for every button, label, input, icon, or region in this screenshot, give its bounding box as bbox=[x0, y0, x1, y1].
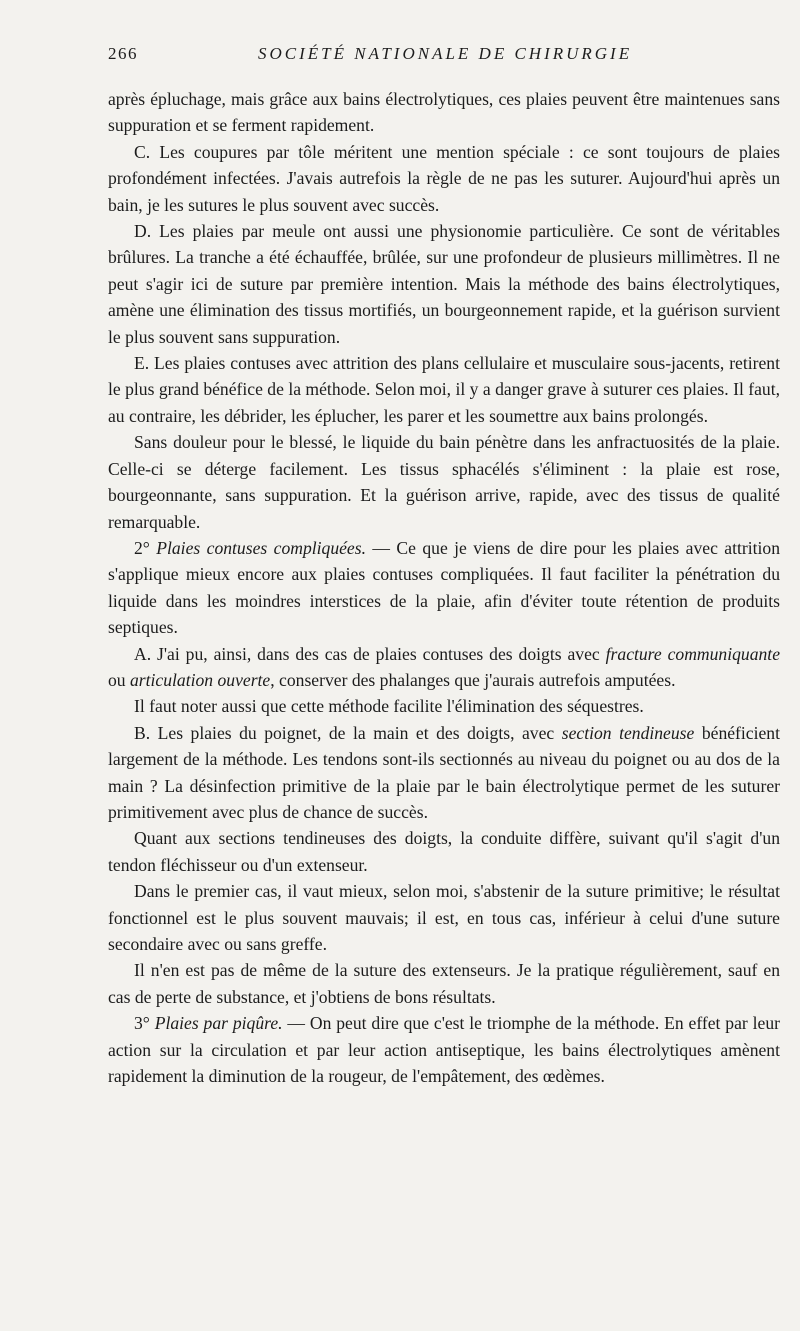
paragraph-text: bénéficient largement de la méthode. Les tendons sont-ils sectionnés au niveau du poignet ou au dos de la main ? La désinfection primitive de la plaie par le bain électrolytique permet de les suturer primitivement avec plus de chance de succès. bbox=[108, 722, 780, 822]
italic-term: section tendineuse bbox=[561, 722, 695, 743]
page-body bbox=[108, 86, 780, 1089]
paragraph-c-coupures: C. Les coupures par tôle méritent une mention spéciale : ce sont toujours de plaies profondément infectées. J'avais autrefois la règle de ne pas les suturer. Aujourd'hui après un bain, je les sutures le plus souvent avec succès. bbox=[108, 141, 780, 215]
section-number: 3° bbox=[134, 1013, 155, 1034]
page-number: 266 bbox=[108, 44, 138, 63]
paragraph-a-doigts bbox=[108, 641, 780, 694]
italic-term: articulation ouverte bbox=[130, 669, 271, 690]
paragraph-continuation: après épluchage, mais grâce aux bains électrolytiques, ces plaies peuvent être maintenues sans suppuration et se ferment rapidement. bbox=[108, 89, 780, 136]
section-heading: Plaies contuses compliquées. bbox=[156, 537, 366, 558]
paragraph-e-contuses: E. Les plaies contuses avec attrition des plans cellulaire et musculaire sous-jacents, retirent le plus grand bénéfice de la méthode. Selon moi, il y a danger grave à suturer ces plaies. Il faut, au contraire, les débrider, les éplucher, les parer et les soumettre aux bains prolongés. bbox=[108, 353, 780, 426]
italic-term: fracture communiquante bbox=[605, 643, 781, 664]
paragraph-2-compliquees bbox=[108, 535, 780, 641]
paragraph-sans-douleur: Sans douleur pour le blessé, le liquide du bain pénètre dans les anfractuosités de la plaie. Celle-ci se déterge facilement. Les tissus sphacélés s'éliminent : la plaie est rose, bourgeonnante, sans suppuration. Et la guérison arrive, rapide, avec des tissus de qualité remarquable. bbox=[108, 432, 780, 532]
paragraph-b-poignet bbox=[108, 720, 780, 826]
paragraph-text: , conserver des phalanges que j'aurais autrefois amputées. bbox=[270, 669, 676, 690]
paragraph-d-meule: D. Les plaies par meule ont aussi une physionomie particulière. Ce sont de véritables brûlures. La tranche a été échauffée, brûlée, sur une profondeur de plusieurs millimètres. Il ne peut s'agir ici de suture par première intention. Mais la méthode des bains électrolytiques, amène une élimination des tissus mortifiés, un bourgeonnement rapide, et la guérison survient le plus souvent sans suppuration. bbox=[108, 221, 780, 347]
paragraph-premier-cas: Dans le premier cas, il vaut mieux, selon moi, s'abstenir de la suture primitive; le résultat fonctionnel est le plus souvent mauvais; il est, en tous cas, inférieur à celui d'une suture secondaire avec ou sans greffe. bbox=[108, 881, 780, 954]
paragraph-sequestres: Il faut noter aussi que cette méthode facilite l'élimination des séquestres. bbox=[134, 696, 644, 717]
section-heading: Plaies par piqûre. bbox=[154, 1013, 283, 1034]
paragraph-3-piqure bbox=[108, 1010, 780, 1089]
paragraph-sections-tendineuses: Quant aux sections tendineuses des doigts, la conduite diffère, suivant qu'il s'agit d'un tendon fléchisseur ou d'un extenseur. bbox=[108, 828, 780, 875]
paragraph-extenseurs: Il n'en est pas de même de la suture des extenseurs. Je la pratique régulièrement, sauf en cas de perte de substance, et j'obtiens de bons résultats. bbox=[108, 960, 780, 1007]
page-header bbox=[108, 44, 780, 70]
paragraph-text: B. Les plaies du poignet, de la main et des doigts, avec bbox=[134, 722, 562, 743]
paragraph-text: ou bbox=[108, 669, 130, 690]
paragraph-text: — On peut dire que c'est le triomphe de la méthode. En effet par leur action sur la circulation et par leur action antiseptique, les bains électrolytiques amènent rapidement la diminution de la rougeur, de l'empâtement, des œdèmes. bbox=[108, 1013, 780, 1087]
section-number: 2° bbox=[134, 537, 157, 558]
paragraph-text: A. J'ai pu, ainsi, dans des cas de plaies contuses des doigts avec bbox=[134, 643, 606, 664]
paragraph-text: — Ce que je viens de dire pour les plaies avec attrition s'applique mieux encore aux plaies contuses compliquées. Il faut faciliter la pénétration du liquide dans les moindres interstices de la plaie, afin d'éviter toute rétention de produits septiques. bbox=[108, 537, 780, 638]
running-title: SOCIÉTÉ NATIONALE DE CHIRURGIE bbox=[258, 44, 633, 63]
